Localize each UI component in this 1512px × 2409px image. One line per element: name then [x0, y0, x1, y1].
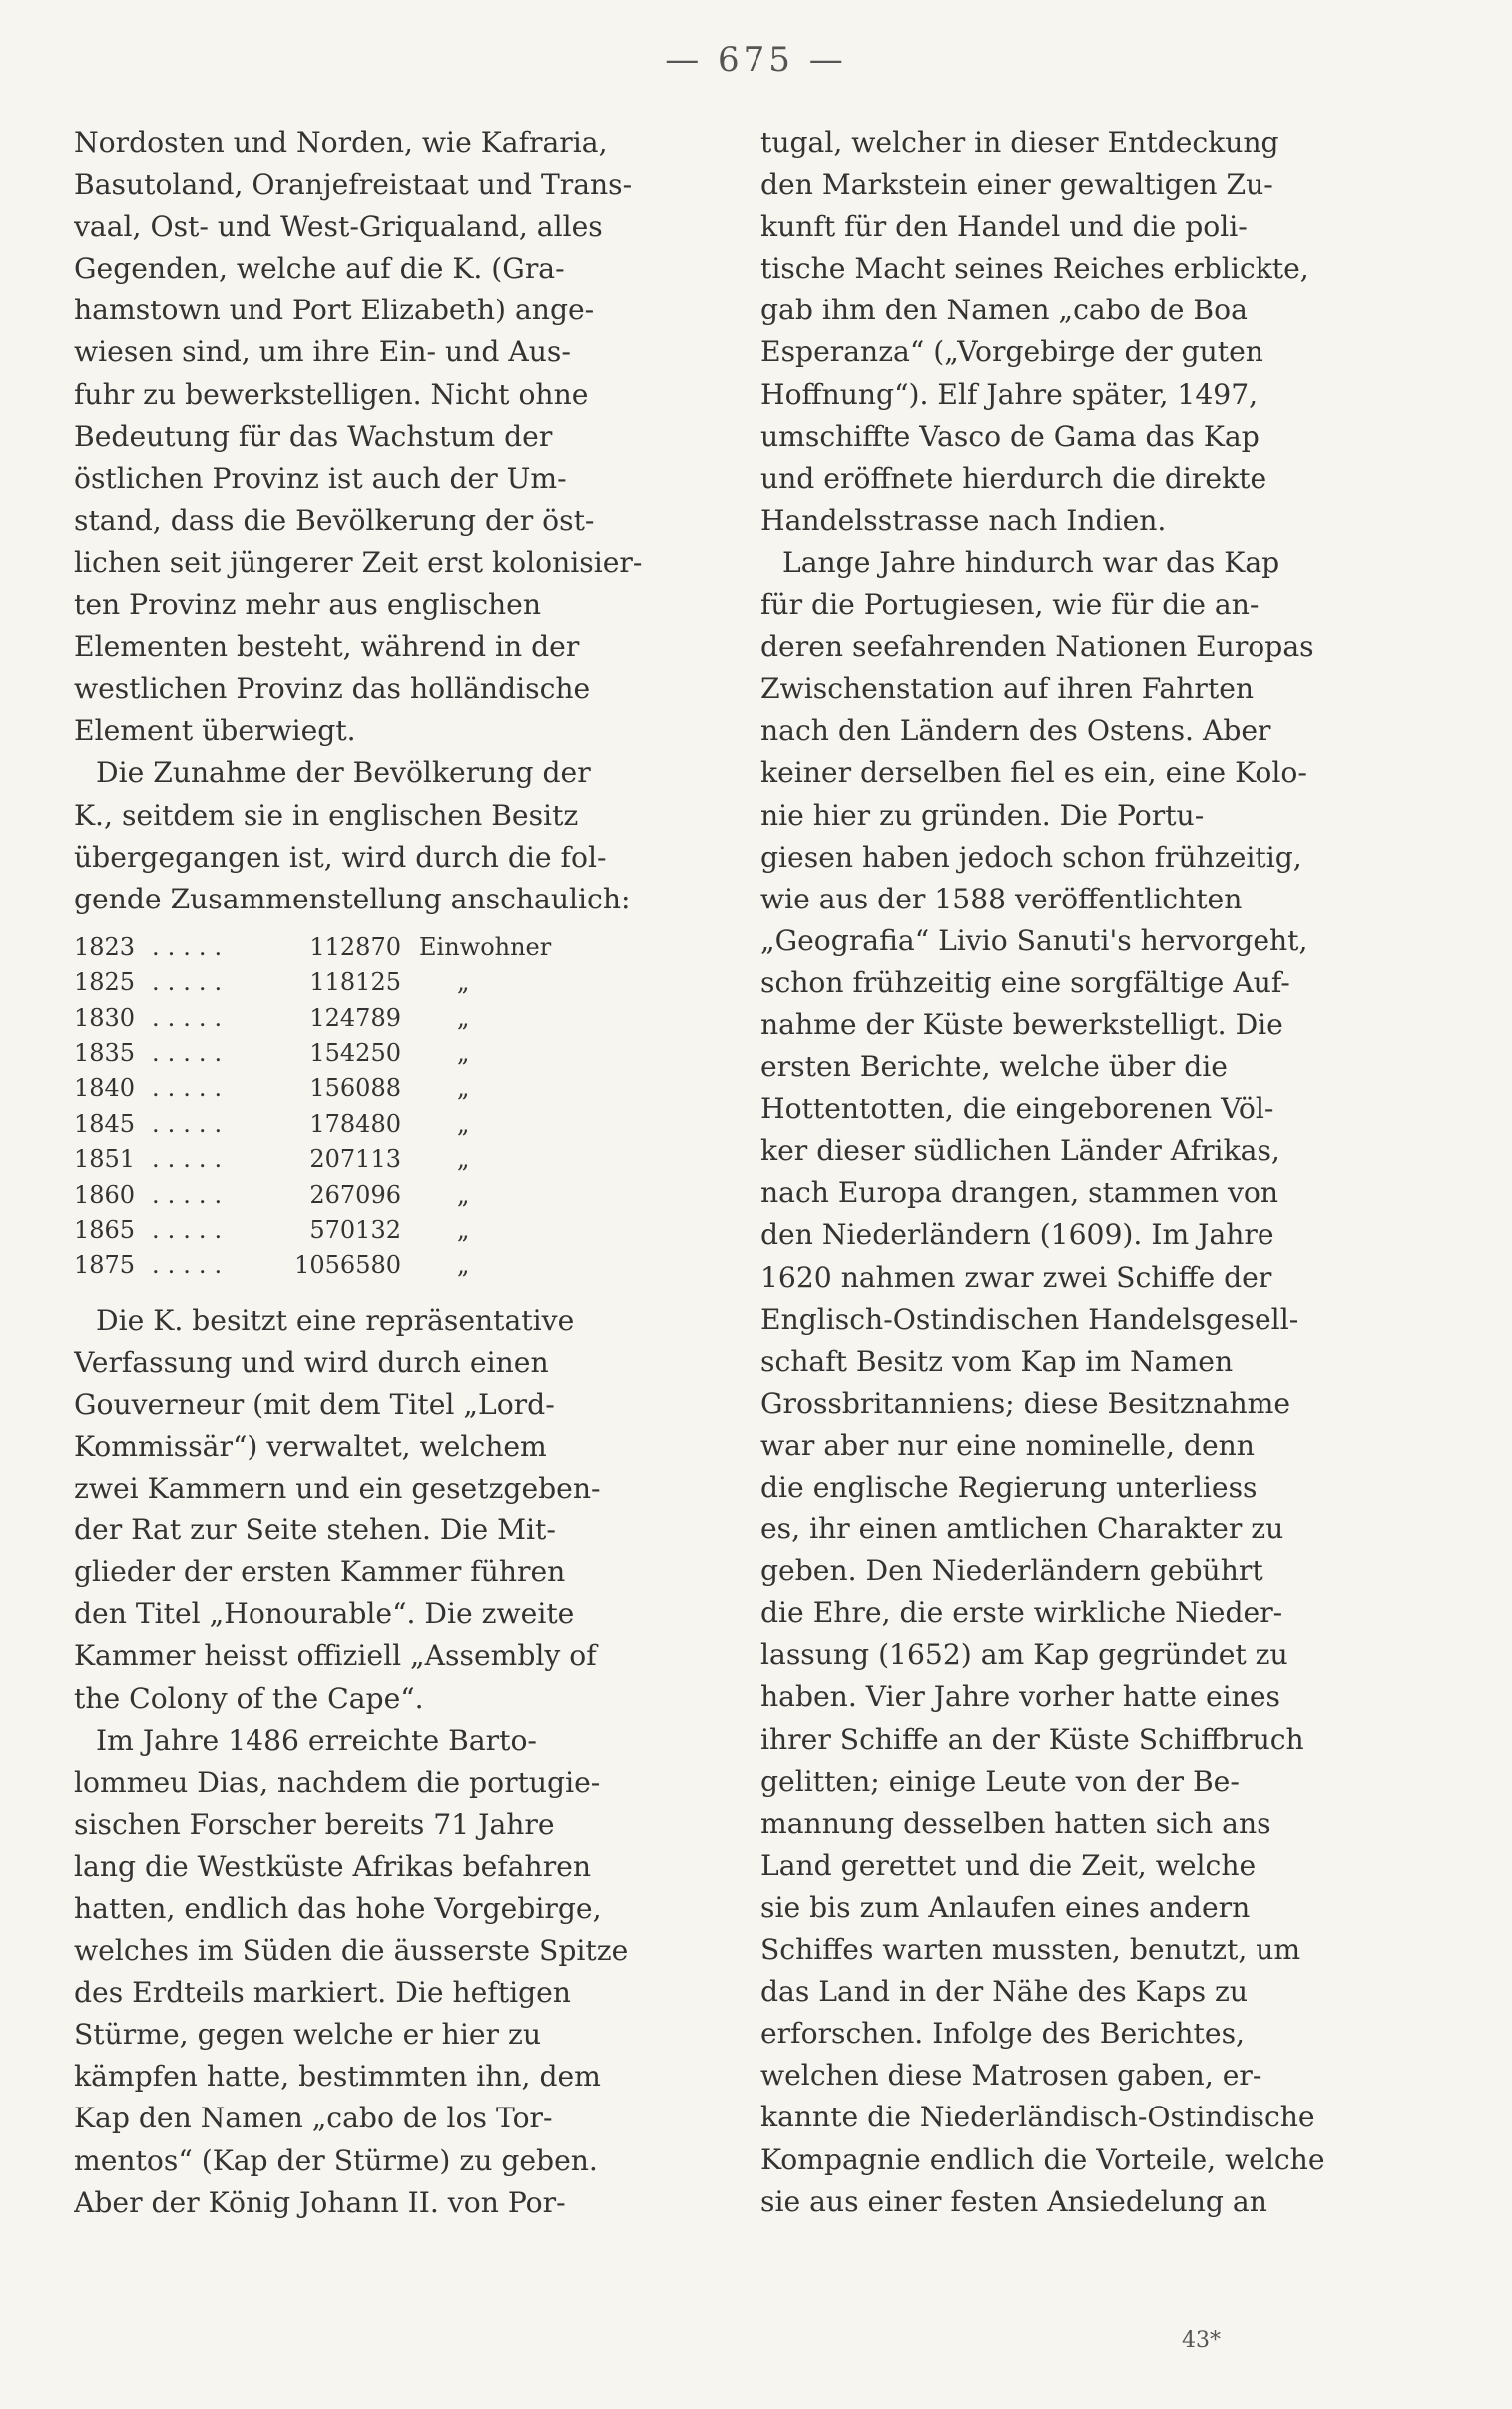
text-line: erforschen. Infolge des Berichtes, — [760, 2017, 1245, 2051]
paragraph — [74, 1300, 713, 1720]
text-line: kämpfen hatte, bestimmten ihn, dem — [74, 2060, 601, 2094]
text-line: Im Jahre 1486 erreichte Barto- — [96, 1723, 537, 1757]
text-line: Schiffes warten mussten, benutzt, um — [760, 1933, 1301, 1967]
text-line: K., seitdem sie in englischen Besitz — [74, 798, 579, 832]
table-leader-dots: ..... — [152, 1145, 231, 1174]
text-line: die englische Regierung unterliess — [760, 1471, 1258, 1504]
table-row — [74, 1142, 713, 1177]
table-value: 570132 — [309, 1215, 401, 1244]
table-value: 112870 — [309, 932, 401, 961]
table-row — [74, 1213, 713, 1248]
table-leader-dots: ..... — [152, 1074, 231, 1103]
text-line: nach den Ländern des Ostens. Aber — [760, 714, 1271, 748]
table-row — [74, 930, 713, 965]
text-line: ker dieser südlichen Länder Afrikas, — [760, 1134, 1280, 1168]
table-row — [74, 1178, 713, 1213]
text-line: für die Portugiesen, wie für die an- — [760, 588, 1260, 622]
text-line: hamstown und Port Elizabeth) ange- — [74, 294, 595, 327]
table-value: 118125 — [309, 968, 401, 997]
page-number: — 675 — — [665, 40, 847, 80]
table-unit: „ — [457, 1180, 470, 1209]
text-line: Die Zunahme der Bevölkerung der — [96, 756, 591, 790]
text-line: glieder der ersten Kammer führen — [74, 1555, 566, 1589]
text-line: den Niederländern (1609). Im Jahre — [760, 1218, 1274, 1252]
text-line: geben. Den Niederländern gebührt — [760, 1554, 1263, 1588]
left-column — [74, 122, 713, 2224]
text-line: gelitten; einige Leute von der Be- — [760, 1764, 1240, 1798]
text-line: nach Europa drangen, stammen von — [760, 1176, 1279, 1210]
text-line: Hoffnung“). Elf Jahre später, 1497, — [760, 377, 1259, 411]
population-table — [74, 930, 713, 1284]
text-line: westlichen Provinz das holländische — [74, 672, 591, 706]
table-year: 1830 — [74, 1003, 136, 1032]
text-line: lichen seit jüngerer Zeit erst kolonisier- — [74, 545, 643, 579]
text-line: Verfassung und wird durch einen — [74, 1345, 549, 1379]
paragraph — [74, 752, 713, 919]
table-year: 1840 — [74, 1074, 136, 1103]
table-unit: „ — [457, 1003, 470, 1032]
text-line: kannte die Niederländisch-Ostindische — [760, 2101, 1315, 2134]
table-leader-dots: ..... — [152, 1003, 231, 1032]
table-year: 1845 — [74, 1109, 136, 1138]
text-line: Stürme, gegen welche er hier zu — [74, 2018, 541, 2052]
table-unit: „ — [457, 1074, 470, 1103]
text-line: sischen Forscher bereits 71 Jahre — [74, 1807, 555, 1841]
table-row — [74, 1001, 713, 1036]
table-year: 1875 — [74, 1251, 136, 1280]
text-line: umschiffte Vasco de Gama das Kap — [760, 419, 1260, 453]
text-line: Die K. besitzt eine repräsentative — [96, 1303, 575, 1337]
text-line: 1620 nahmen zwar zwei Schiffe der — [760, 1260, 1272, 1294]
text-line: ten Provinz mehr aus englischen — [74, 588, 541, 622]
text-line: giesen haben jedoch schon frühzeitig, — [760, 840, 1302, 874]
text-line: mannung desselben hatten sich ans — [760, 1806, 1271, 1840]
table-leader-dots: ..... — [152, 1180, 231, 1209]
table-row — [74, 1071, 713, 1106]
text-line: lassung (1652) am Kap gegründet zu — [760, 1638, 1288, 1672]
text-line: welchen diese Matrosen gaben, er- — [760, 2059, 1262, 2093]
table-value: 207113 — [309, 1145, 401, 1174]
table-leader-dots: ..... — [152, 1215, 231, 1244]
table-leader-dots: ..... — [152, 1038, 231, 1067]
table-unit: „ — [457, 1038, 470, 1067]
text-line: Kammer heisst offiziell „Assembly of — [74, 1639, 597, 1673]
text-line: übergegangen ist, wird durch die fol- — [74, 840, 607, 874]
text-line: war aber nur eine nominelle, denn — [760, 1428, 1255, 1462]
table-unit: „ — [457, 1251, 470, 1280]
text-line: deren seefahrenden Nationen Europas — [760, 630, 1314, 664]
text-line: es, ihr einen amtlichen Charakter zu — [760, 1512, 1284, 1546]
table-value: 156088 — [309, 1074, 401, 1103]
text-line: Grossbritanniens; diese Besitznahme — [760, 1386, 1291, 1420]
text-line: Land gerettet und die Zeit, welche — [760, 1848, 1257, 1882]
table-year: 1823 — [74, 932, 136, 961]
paragraph — [760, 542, 1399, 2223]
table-unit: „ — [457, 1215, 470, 1244]
text-line: schaft Besitz vom Kap im Namen — [760, 1344, 1234, 1378]
table-value: 1056580 — [294, 1251, 401, 1280]
text-line: östlichen Provinz ist auch der Um- — [74, 461, 567, 495]
text-line: Gegenden, welche auf die K. (Gra- — [74, 252, 565, 286]
paragraph — [760, 122, 1399, 542]
text-line: hatten, endlich das hohe Vorgebirge, — [74, 1892, 602, 1925]
text-line: wiesen sind, um ihre Ein- und Aus- — [74, 335, 571, 369]
text-line: und eröffnete hierdurch die direkte — [760, 461, 1267, 495]
table-leader-dots: ..... — [152, 968, 231, 997]
table-unit: „ — [457, 968, 470, 997]
text-line: fuhr zu bewerkstelligen. Nicht ohne — [74, 377, 589, 411]
text-line: den Markstein einer gewaltigen Zu- — [760, 168, 1273, 202]
text-line: Nordosten und Norden, wie Kafraria, — [74, 126, 608, 159]
text-line: Lange Jahre hindurch war das Kap — [782, 545, 1280, 579]
text-line: Basutoland, Oranjefreistaat und Trans- — [74, 168, 633, 202]
text-line: nie hier zu gründen. Die Portu- — [760, 798, 1205, 832]
text-line: tugal, welcher in dieser Entdeckung — [760, 126, 1279, 159]
table-year: 1860 — [74, 1180, 136, 1209]
text-line: mentos“ (Kap der Stürme) zu geben. — [74, 2143, 598, 2177]
text-line: gab ihm den Namen „cabo de Boa — [760, 294, 1248, 327]
text-line: lang die Westküste Afrikas befahren — [74, 1849, 592, 1883]
text-line: gende Zusammenstellung anschaulich: — [74, 882, 631, 915]
text-line: den Titel „Honourable“. Die zweite — [74, 1597, 575, 1631]
text-line: Kommissär“) verwaltet, welchem — [74, 1429, 547, 1463]
text-line: Kap den Namen „cabo de los Tor- — [74, 2102, 553, 2135]
text-line: stand, dass die Bevölkerung der öst- — [74, 503, 595, 537]
text-line: tische Macht seines Reiches erblickte, — [760, 252, 1309, 286]
text-line: sie aus einer festen Ansiedelung an — [760, 2184, 1267, 2218]
table-row — [74, 1036, 713, 1071]
table-unit: „ — [457, 1109, 470, 1138]
text-line: welches im Süden die äusserste Spitze — [74, 1934, 629, 1968]
table-row — [74, 1107, 713, 1142]
text-line: ersten Berichte, welche über die — [760, 1050, 1228, 1084]
text-line: Handelsstrasse nach Indien. — [760, 503, 1167, 537]
table-value: 154250 — [309, 1038, 401, 1067]
text-line: the Colony of the Cape“. — [74, 1681, 424, 1715]
text-line: sie bis zum Anlaufen eines andern — [760, 1890, 1251, 1924]
text-line: zwei Kammern und ein gesetzgeben- — [74, 1472, 601, 1506]
table-year: 1851 — [74, 1145, 136, 1174]
table-value: 178480 — [309, 1109, 401, 1138]
text-line: Elementen besteht, während in der — [74, 630, 580, 664]
table-unit: Einwohner — [419, 932, 552, 961]
table-year: 1825 — [74, 968, 136, 997]
text-line: haben. Vier Jahre vorher hatte eines — [760, 1680, 1281, 1714]
text-line: die Ehre, die erste wirkliche Nieder- — [760, 1596, 1283, 1630]
right-column — [760, 122, 1399, 2223]
text-line: Kompagnie endlich die Vorteile, welche — [760, 2142, 1325, 2176]
text-line: das Land in der Nähe des Kaps zu — [760, 1975, 1248, 2009]
text-line: wie aus der 1588 veröffentlichten — [760, 882, 1243, 915]
table-year: 1835 — [74, 1038, 136, 1067]
text-line: keiner derselben fiel es ein, eine Kolo- — [760, 756, 1307, 790]
table-value: 124789 — [309, 1003, 401, 1032]
text-line: Hottentotten, die eingeborenen Völ- — [760, 1092, 1274, 1126]
table-leader-dots: ..... — [152, 1109, 231, 1138]
text-line: Zwischenstation auf ihren Fahrten — [760, 672, 1255, 706]
text-line: des Erdteils markiert. Die heftigen — [74, 1976, 571, 2010]
text-line: nahme der Küste bewerkstelligt. Die — [760, 1007, 1283, 1041]
text-line: schon frühzeitig eine sorgfältige Auf- — [760, 965, 1290, 999]
text-line: der Rat zur Seite stehen. Die Mit- — [74, 1513, 556, 1547]
table-row — [74, 1248, 713, 1283]
table-unit: „ — [457, 1145, 470, 1174]
text-line: Aber der König Johann II. von Por- — [74, 2185, 566, 2219]
table-value: 267096 — [309, 1180, 401, 1209]
text-line: lommeu Dias, nachdem die portugie- — [74, 1765, 601, 1799]
table-row — [74, 965, 713, 1000]
text-line: Bedeutung für das Wachstum der — [74, 419, 553, 453]
text-line: Gouverneur (mit dem Titel „Lord- — [74, 1387, 555, 1421]
signature-mark: 43* — [1182, 2328, 1221, 2353]
table-leader-dots: ..... — [152, 932, 231, 961]
paragraph — [74, 122, 713, 752]
text-line: kunft für den Handel und die poli- — [760, 210, 1248, 244]
text-line: vaal, Ost- und West-Griqualand, alles — [74, 210, 603, 244]
text-line: Englisch-Ostindischen Handelsgesell- — [760, 1302, 1299, 1336]
table-year: 1865 — [74, 1215, 136, 1244]
text-line: „Geografia“ Livio Sanuti's hervorgeht, — [760, 923, 1308, 957]
table-leader-dots: ..... — [152, 1251, 231, 1280]
text-line: ihrer Schiffe an der Küste Schiffbruch — [760, 1722, 1304, 1756]
paragraph — [74, 1720, 713, 2224]
text-line: Esperanza“ („Vorgebirge der guten — [760, 335, 1263, 369]
text-line: Element überwiegt. — [74, 714, 356, 748]
